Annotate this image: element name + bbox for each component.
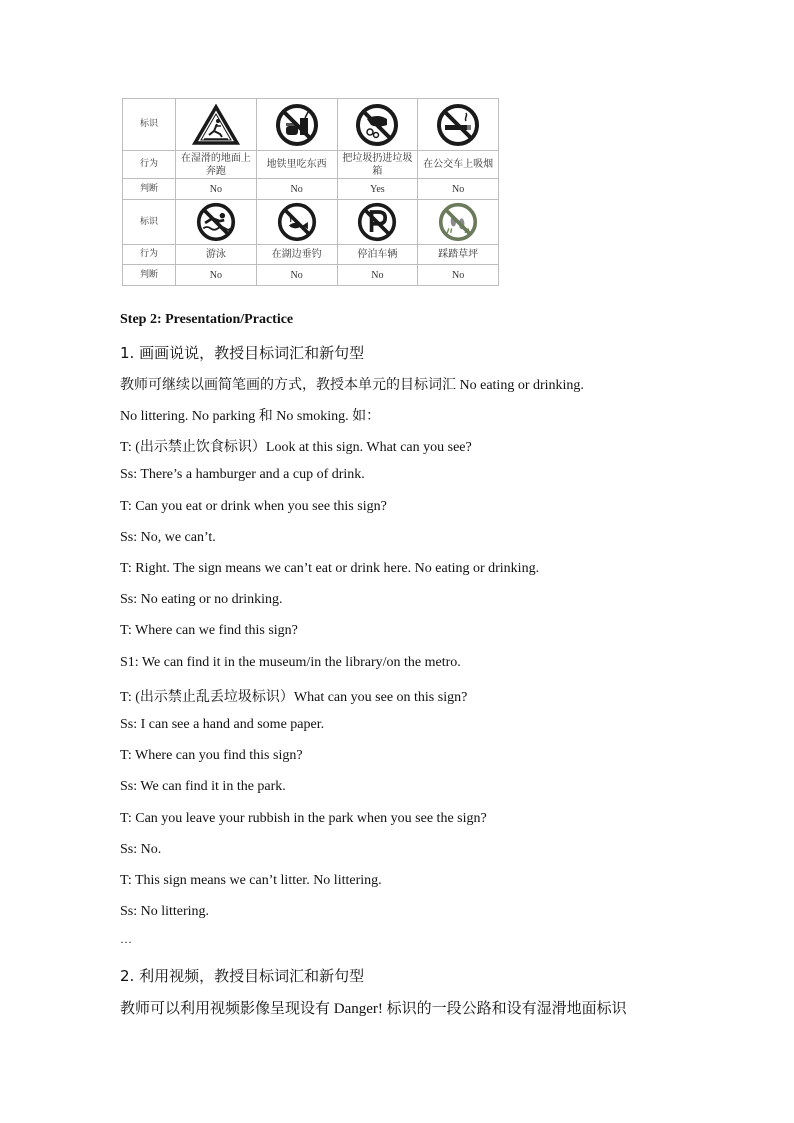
paragraph-line: No littering. No parking 和 No smoking. 如： bbox=[120, 409, 381, 424]
paragraph-line: 教师可继续以画简笔画的方式，教授本单元的目标词汇 No eating or drinking. bbox=[120, 378, 584, 393]
action-cell: 停泊车辆 bbox=[337, 245, 418, 265]
dialogue-line: Ss: I can see a hand and some paper. bbox=[120, 717, 325, 732]
dialogue-line: Ss: No littering. bbox=[120, 904, 210, 919]
dialogue-line: T: Right. The sign means we can’t eat or drink here. No eating or drinking. bbox=[120, 561, 540, 576]
row-label-judge: 判断 bbox=[123, 179, 176, 200]
dialogue-line: T: (出示禁止饮食标识）Look at this sign. What can you see? bbox=[120, 440, 472, 455]
judge-cell: No bbox=[256, 265, 337, 286]
row-label-action: 行为 bbox=[123, 151, 176, 179]
row-label-judge: 判断 bbox=[123, 265, 176, 286]
dialogue-line: Ss: There’s a hamburger and a cup of drink. bbox=[120, 467, 365, 482]
no-smoking-icon bbox=[418, 99, 499, 151]
paragraph-line: 教师可以利用视频影像呈现设有 Danger! 标识的一段公路和设有湿滑地面标识 bbox=[120, 1001, 627, 1017]
judge-cell: No bbox=[176, 179, 257, 200]
action-cell: 地铁里吃东西 bbox=[256, 151, 337, 179]
section-heading: 1. 画画说说，教授目标词汇和新句型 bbox=[120, 344, 365, 362]
dialogue-line: T: Where can you find this sign? bbox=[120, 748, 303, 763]
no-swimming-icon bbox=[176, 200, 257, 245]
dialogue-line: T: Can you eat or drink when you see this sign? bbox=[120, 499, 387, 514]
action-cell: 在湿滑的地面上奔跑 bbox=[176, 151, 257, 179]
no-eating-drinking-icon bbox=[256, 99, 337, 151]
dialogue-line: T: Where can we find this sign? bbox=[120, 623, 298, 638]
dialogue-line: Ss: No eating or no drinking. bbox=[120, 592, 283, 607]
action-cell: 踩踏草坪 bbox=[418, 245, 499, 265]
dialogue-line: Ss: No, we can’t. bbox=[120, 530, 216, 545]
dialogue-line: T: This sign means we can’t litter. No littering. bbox=[120, 873, 382, 888]
section-heading: 2. 利用视频，教授目标词汇和新句型 bbox=[120, 967, 365, 985]
judge-cell: Yes bbox=[337, 179, 418, 200]
ellipsis: … bbox=[120, 932, 132, 946]
sign-judgement-table bbox=[122, 98, 499, 286]
action-cell: 把垃圾扔进垃圾箱 bbox=[337, 151, 418, 179]
judge-cell: No bbox=[176, 265, 257, 286]
judge-cell: No bbox=[418, 265, 499, 286]
action-cell: 游泳 bbox=[176, 245, 257, 265]
judge-cell: No bbox=[418, 179, 499, 200]
no-walking-on-grass-icon bbox=[418, 200, 499, 245]
row-label-action: 行为 bbox=[123, 245, 176, 265]
action-cell: 在公交车上吸烟 bbox=[418, 151, 499, 179]
action-cell: 在湖边垂钓 bbox=[256, 245, 337, 265]
row-label-sign: 标识 bbox=[123, 200, 176, 245]
step-heading: Step 2: Presentation/Practice bbox=[120, 312, 294, 327]
dialogue-line: Ss: No. bbox=[120, 842, 162, 857]
dialogue-line: T: (出示禁止乱丢垃圾标识）What can you see on this sign? bbox=[120, 690, 468, 705]
judge-cell: No bbox=[337, 265, 418, 286]
judge-cell: No bbox=[256, 179, 337, 200]
row-label-sign: 标识 bbox=[123, 99, 176, 151]
no-parking-icon bbox=[337, 200, 418, 245]
dialogue-line: S1: We can find it in the museum/in the library/on the metro. bbox=[120, 655, 461, 670]
no-fishing-icon bbox=[256, 200, 337, 245]
slippery-floor-warning-icon bbox=[176, 99, 257, 151]
dialogue-line: Ss: We can find it in the park. bbox=[120, 779, 286, 794]
no-littering-icon bbox=[337, 99, 418, 151]
dialogue-line: T: Can you leave your rubbish in the park when you see the sign? bbox=[120, 811, 487, 826]
